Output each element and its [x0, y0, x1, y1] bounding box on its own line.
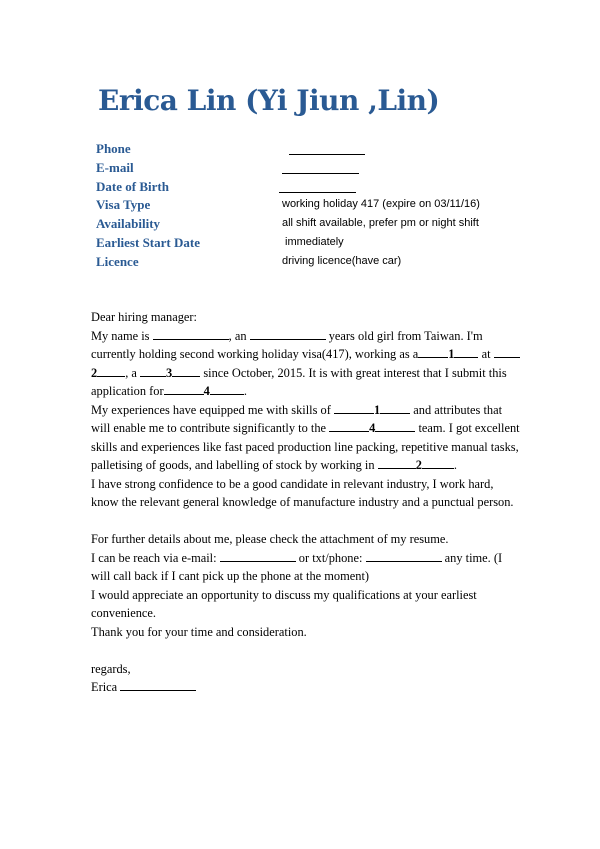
info-row-visa: [96, 197, 546, 216]
applicant-name: Erica Lin (Yi Jiun ,Lin): [98, 84, 440, 117]
job-blank-trail: [454, 346, 478, 358]
position-placeholder: 3: [166, 365, 173, 380]
start-date-label: Earliest Start Date: [96, 235, 200, 250]
position-blank-trail: [172, 365, 200, 377]
paragraph-spacer: [91, 512, 523, 531]
email-blank: [220, 550, 296, 562]
team-blank-lead: [329, 420, 369, 432]
applied-role-blank-trail: [210, 383, 244, 395]
intro-text-3: years old girl from Taiwan. I'm currently holding second working holiday visa(417), working as a: [91, 328, 483, 361]
intro-text-7: .: [243, 384, 247, 398]
dob-value-blank: [279, 180, 356, 196]
intro-text-5: , a: [125, 365, 137, 380]
paragraph-experience: [91, 401, 523, 475]
skills-placeholder: 1: [373, 402, 381, 417]
paragraph-thanks: Thank you for your time and consideration.: [91, 624, 307, 639]
intro-text-6: since October, 2015. It is with great interest that I submit this application for: [91, 365, 507, 398]
experience-text-3: team. I got excellent skills and experiences like fast paced production line packing, repetitive manual tasks, palletising of goods, and labelling of stock by working in: [91, 421, 520, 472]
closing-spacer: [91, 641, 523, 660]
intro-text-4: at: [481, 347, 491, 361]
workplace-blank-lead: [378, 457, 416, 469]
email-blank-line: [282, 161, 359, 174]
info-row-dob: [96, 179, 546, 198]
signature-blank: [120, 679, 196, 691]
email-label: E-mail: [96, 160, 134, 175]
info-row-availability: [96, 216, 546, 235]
availability-label: Availability: [96, 216, 161, 231]
experience-text-4: .: [453, 458, 457, 472]
paragraph-confidence: I have strong confidence to be a good candidate in relevant industry, I work hard, know the relevant general knowledge of manufacture industry and a punctual person.: [91, 476, 514, 509]
experience-text-1: My experiences have equipped me with skills of: [91, 402, 331, 417]
dob-label: Date of Birth: [96, 179, 169, 194]
contact-text-1: I can be reach via e-mail:: [91, 550, 217, 565]
signature-name: Erica: [91, 680, 118, 694]
position-blank-lead: [140, 365, 166, 377]
team-blank-trail: [375, 420, 415, 432]
applied-role-placeholder: 4: [203, 384, 210, 398]
name-blank: [153, 328, 229, 340]
paragraph-introduction: [91, 327, 523, 401]
employer-blank-lead: [494, 346, 520, 358]
job-placeholder: 1: [448, 347, 455, 361]
phone-blank-line: [289, 142, 365, 155]
start-date-value: immediately: [285, 236, 344, 248]
salutation: Dear hiring manager:: [91, 310, 197, 324]
paragraph-appreciation: I would appreciate an opportunity to discuss my qualifications at your earliest convenience.: [91, 587, 477, 620]
phone-value-blank: [289, 142, 365, 158]
closing: regards,: [91, 661, 131, 676]
job-blank-lead: [418, 346, 448, 358]
email-value-blank: [282, 161, 359, 177]
contact-text-3: any time. (I will call back if I cant pick up the phone at the moment): [91, 550, 503, 583]
info-row-licence: [96, 254, 546, 273]
employer-placeholder: 2: [91, 365, 98, 380]
workplace-blank-trail: [422, 457, 454, 469]
employer-blank-trail: [97, 365, 125, 377]
dob-blank-line: [279, 180, 356, 193]
licence-label: Licence: [96, 254, 139, 269]
info-row-phone: [96, 141, 546, 160]
phone-label: Phone: [96, 141, 131, 156]
workplace-placeholder: 2: [415, 458, 422, 472]
info-row-start-date: [96, 235, 546, 254]
intro-text-2: , an: [228, 328, 247, 343]
applied-role-blank-lead: [164, 383, 204, 395]
contact-text-2: or txt/phone:: [298, 550, 363, 565]
signature-line: [91, 678, 523, 697]
paragraph-attachment: For further details about me, please check the attachment of my resume.: [91, 532, 449, 546]
info-row-email: [96, 160, 546, 179]
experience-text-2: and attributes that will enable me to contribute significantly to the: [91, 402, 503, 435]
availability-value: all shift available, prefer pm or night shift: [282, 217, 479, 229]
skills-blank-lead: [334, 402, 374, 414]
skills-blank-trail: [380, 402, 410, 414]
phone-blank: [366, 550, 442, 562]
visa-label: Visa Type: [96, 197, 151, 212]
cover-letter: [91, 308, 523, 697]
licence-value: driving licence(have car): [282, 255, 402, 267]
age-blank: [250, 328, 326, 340]
team-placeholder: 4: [369, 421, 376, 435]
paragraph-contact: [91, 549, 523, 586]
intro-text-1: My name is: [91, 328, 150, 343]
visa-value: working holiday 417 (expire on 03/11/16): [282, 198, 480, 210]
